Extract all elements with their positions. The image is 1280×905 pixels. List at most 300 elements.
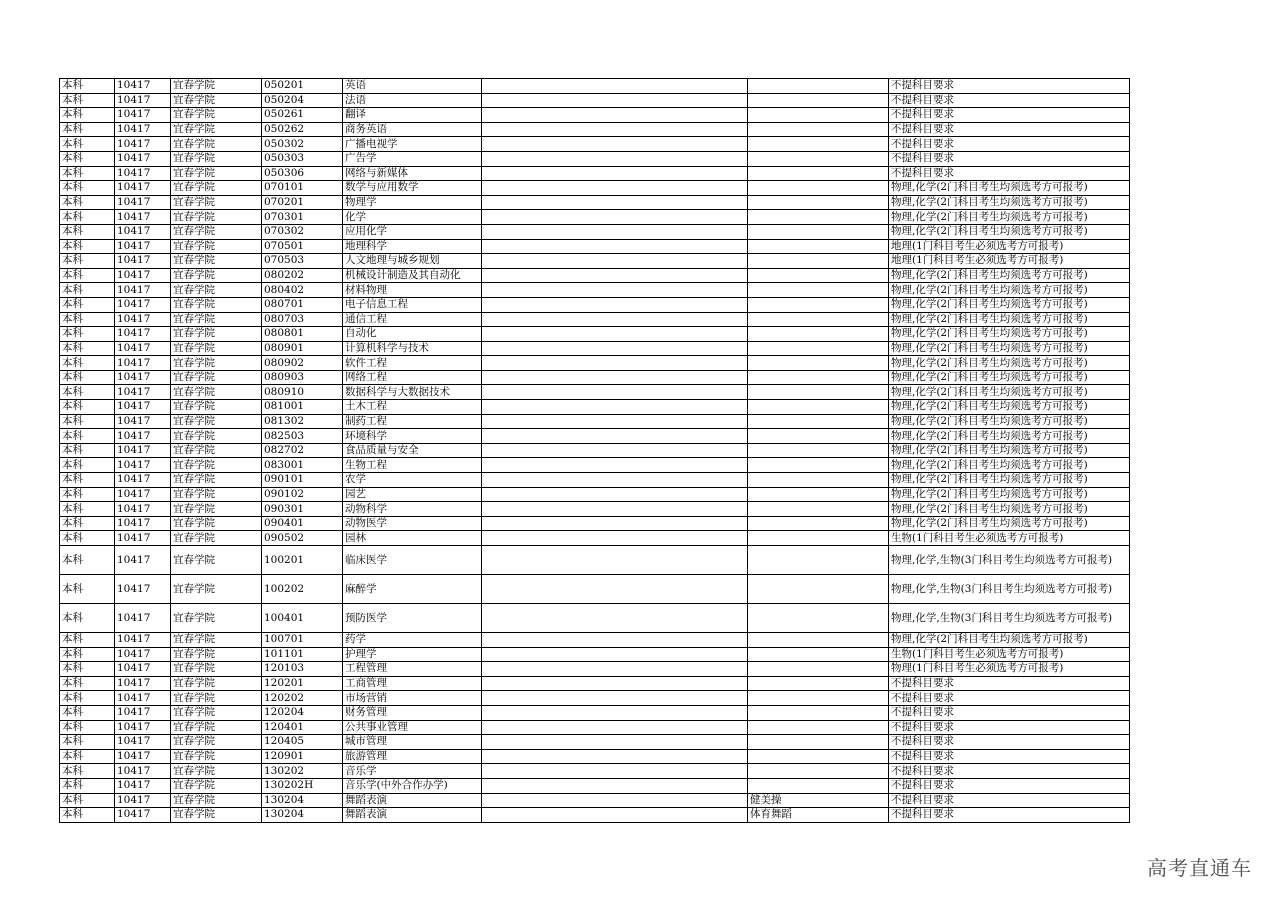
requirement-cell: 物理,化学(2门科目考生均须选考方可报考) [889, 516, 1130, 531]
major-code-cell: 080910 [262, 385, 343, 400]
school-code-cell: 10417 [115, 195, 171, 210]
requirement-cell: 物理,化学(2门科目考生均须选考方可报考) [889, 224, 1130, 239]
major-name-cell: 商务英语 [343, 122, 482, 137]
requirement-cell: 物理,化学(2门科目考生均须选考方可报考) [889, 181, 1130, 196]
level-cell: 本科 [60, 312, 115, 327]
level-cell: 本科 [60, 473, 115, 488]
school-name-cell: 宜春学院 [171, 297, 262, 312]
school-code-cell: 10417 [115, 122, 171, 137]
level-cell: 本科 [60, 502, 115, 517]
major-code-cell: 050306 [262, 166, 343, 181]
school-name-cell: 宜春学院 [171, 370, 262, 385]
level-cell: 本科 [60, 268, 115, 283]
blank-cell [482, 633, 748, 648]
level-cell: 本科 [60, 676, 115, 691]
requirement-cell: 地理(1门科目考生必须选考方可报考) [889, 239, 1130, 254]
major-name-cell: 翻译 [343, 108, 482, 123]
major-name-cell: 食品质量与安全 [343, 443, 482, 458]
requirement-cell: 不提科目要求 [889, 808, 1130, 823]
blank-cell [482, 575, 748, 604]
school-code-cell: 10417 [115, 166, 171, 181]
blank-cell [482, 429, 748, 444]
table-body [60, 79, 1130, 823]
school-code-cell: 10417 [115, 356, 171, 371]
major-name-cell: 音乐学(中外合作办学) [343, 778, 482, 793]
major-name-cell: 应用化学 [343, 224, 482, 239]
level-cell: 本科 [60, 546, 115, 575]
school-code-cell: 10417 [115, 137, 171, 152]
level-cell: 本科 [60, 443, 115, 458]
school-code-cell: 10417 [115, 443, 171, 458]
major-code-cell: 090101 [262, 473, 343, 488]
major-code-cell: 082702 [262, 443, 343, 458]
direction-cell [748, 166, 889, 181]
admission-requirements-table [59, 78, 1130, 823]
major-name-cell: 电子信息工程 [343, 297, 482, 312]
blank-cell [482, 778, 748, 793]
school-name-cell: 宜春学院 [171, 691, 262, 706]
table-row [60, 676, 1130, 691]
major-name-cell: 工商管理 [343, 676, 482, 691]
table-row [60, 546, 1130, 575]
major-code-cell: 090301 [262, 502, 343, 517]
major-name-cell: 旅游管理 [343, 749, 482, 764]
school-name-cell: 宜春学院 [171, 647, 262, 662]
major-name-cell: 软件工程 [343, 356, 482, 371]
blank-cell [482, 502, 748, 517]
major-name-cell: 药学 [343, 633, 482, 648]
major-code-cell: 101101 [262, 647, 343, 662]
school-code-cell: 10417 [115, 735, 171, 750]
major-name-cell: 网络与新媒体 [343, 166, 482, 181]
table-row [60, 487, 1130, 502]
table-row [60, 429, 1130, 444]
requirement-cell: 物理,化学(2门科目考生均须选考方可报考) [889, 356, 1130, 371]
blank-cell [482, 122, 748, 137]
direction-cell [748, 312, 889, 327]
school-code-cell: 10417 [115, 370, 171, 385]
table-row [60, 633, 1130, 648]
school-code-cell: 10417 [115, 93, 171, 108]
school-name-cell: 宜春学院 [171, 385, 262, 400]
major-code-cell: 080902 [262, 356, 343, 371]
level-cell: 本科 [60, 151, 115, 166]
table-row [60, 239, 1130, 254]
school-name-cell: 宜春学院 [171, 312, 262, 327]
table-row [60, 108, 1130, 123]
major-code-cell: 090102 [262, 487, 343, 502]
table-row [60, 122, 1130, 137]
direction-cell [748, 297, 889, 312]
requirement-cell: 不提科目要求 [889, 166, 1130, 181]
major-code-cell: 120901 [262, 749, 343, 764]
blank-cell [482, 370, 748, 385]
direction-cell [748, 414, 889, 429]
school-code-cell: 10417 [115, 458, 171, 473]
school-name-cell: 宜春学院 [171, 720, 262, 735]
school-code-cell: 10417 [115, 502, 171, 517]
requirement-cell: 物理,化学(2门科目考生均须选考方可报考) [889, 400, 1130, 415]
major-name-cell: 财务管理 [343, 705, 482, 720]
direction-cell [748, 604, 889, 633]
level-cell: 本科 [60, 647, 115, 662]
table-row [60, 356, 1130, 371]
blank-cell [482, 487, 748, 502]
direction-cell [748, 195, 889, 210]
major-code-cell: 070501 [262, 239, 343, 254]
table-row [60, 370, 1130, 385]
blank-cell [482, 808, 748, 823]
level-cell: 本科 [60, 749, 115, 764]
blank-cell [482, 749, 748, 764]
school-name-cell: 宜春学院 [171, 268, 262, 283]
major-name-cell: 材料物理 [343, 283, 482, 298]
major-name-cell: 园艺 [343, 487, 482, 502]
major-name-cell: 自动化 [343, 327, 482, 342]
major-name-cell: 工程管理 [343, 662, 482, 677]
level-cell: 本科 [60, 195, 115, 210]
direction-cell [748, 254, 889, 269]
direction-cell [748, 210, 889, 225]
level-cell: 本科 [60, 458, 115, 473]
major-name-cell: 数学与应用数学 [343, 181, 482, 196]
major-code-cell: 081302 [262, 414, 343, 429]
school-name-cell: 宜春学院 [171, 633, 262, 648]
major-code-cell: 081001 [262, 400, 343, 415]
direction-cell [748, 516, 889, 531]
direction-cell [748, 676, 889, 691]
school-name-cell: 宜春学院 [171, 79, 262, 94]
major-name-cell: 英语 [343, 79, 482, 94]
direction-cell [748, 122, 889, 137]
direction-cell [748, 691, 889, 706]
major-name-cell: 法语 [343, 93, 482, 108]
school-name-cell: 宜春学院 [171, 283, 262, 298]
level-cell: 本科 [60, 181, 115, 196]
school-name-cell: 宜春学院 [171, 400, 262, 415]
school-name-cell: 宜春学院 [171, 341, 262, 356]
requirement-cell: 物理(1门科目考生必须选考方可报考) [889, 662, 1130, 677]
level-cell: 本科 [60, 633, 115, 648]
blank-cell [482, 195, 748, 210]
school-name-cell: 宜春学院 [171, 705, 262, 720]
major-code-cell: 070301 [262, 210, 343, 225]
table-row [60, 79, 1130, 94]
major-name-cell: 地理科学 [343, 239, 482, 254]
blank-cell [482, 705, 748, 720]
direction-cell [748, 224, 889, 239]
table-row [60, 283, 1130, 298]
school-code-cell: 10417 [115, 414, 171, 429]
school-code-cell: 10417 [115, 546, 171, 575]
major-code-cell: 100202 [262, 575, 343, 604]
major-name-cell: 舞蹈表演 [343, 793, 482, 808]
school-code-cell: 10417 [115, 487, 171, 502]
direction-cell [748, 647, 889, 662]
major-code-cell: 070201 [262, 195, 343, 210]
table-row [60, 166, 1130, 181]
school-name-cell: 宜春学院 [171, 224, 262, 239]
major-code-cell: 050303 [262, 151, 343, 166]
table-row [60, 575, 1130, 604]
level-cell: 本科 [60, 778, 115, 793]
table-row [60, 312, 1130, 327]
major-name-cell: 麻醉学 [343, 575, 482, 604]
requirement-cell: 物理,化学(2门科目考生均须选考方可报考) [889, 385, 1130, 400]
requirement-cell: 物理,化学,生物(3门科目考生均须选考方可报考) [889, 546, 1130, 575]
level-cell: 本科 [60, 297, 115, 312]
direction-cell [748, 429, 889, 444]
school-name-cell: 宜春学院 [171, 254, 262, 269]
major-name-cell: 公共事业管理 [343, 720, 482, 735]
school-name-cell: 宜春学院 [171, 735, 262, 750]
requirement-cell: 不提科目要求 [889, 108, 1130, 123]
table-row [60, 764, 1130, 779]
major-name-cell: 网络工程 [343, 370, 482, 385]
blank-cell [482, 385, 748, 400]
school-name-cell: 宜春学院 [171, 793, 262, 808]
direction-cell [748, 327, 889, 342]
school-name-cell: 宜春学院 [171, 443, 262, 458]
school-name-cell: 宜春学院 [171, 749, 262, 764]
major-name-cell: 农学 [343, 473, 482, 488]
table-row [60, 473, 1130, 488]
requirement-cell: 物理,化学(2门科目考生均须选考方可报考) [889, 341, 1130, 356]
school-name-cell: 宜春学院 [171, 487, 262, 502]
level-cell: 本科 [60, 239, 115, 254]
major-code-cell: 080703 [262, 312, 343, 327]
major-code-cell: 120202 [262, 691, 343, 706]
major-name-cell: 机械设计制造及其自动化 [343, 268, 482, 283]
direction-cell: 健美操 [748, 793, 889, 808]
major-name-cell: 环境科学 [343, 429, 482, 444]
direction-cell: 体育舞蹈 [748, 808, 889, 823]
direction-cell [748, 385, 889, 400]
school-name-cell: 宜春学院 [171, 808, 262, 823]
school-name-cell: 宜春学院 [171, 473, 262, 488]
direction-cell [748, 400, 889, 415]
table-row [60, 647, 1130, 662]
direction-cell [748, 531, 889, 546]
major-code-cell: 120405 [262, 735, 343, 750]
major-name-cell: 临床医学 [343, 546, 482, 575]
school-code-cell: 10417 [115, 224, 171, 239]
major-code-cell: 090502 [262, 531, 343, 546]
level-cell: 本科 [60, 108, 115, 123]
major-code-cell: 100201 [262, 546, 343, 575]
requirement-cell: 不提科目要求 [889, 691, 1130, 706]
major-code-cell: 050261 [262, 108, 343, 123]
level-cell: 本科 [60, 705, 115, 720]
major-code-cell: 130204 [262, 793, 343, 808]
school-code-cell: 10417 [115, 793, 171, 808]
table-row [60, 297, 1130, 312]
school-code-cell: 10417 [115, 297, 171, 312]
blank-cell [482, 647, 748, 662]
table-row [60, 443, 1130, 458]
school-code-cell: 10417 [115, 749, 171, 764]
blank-cell [482, 356, 748, 371]
level-cell: 本科 [60, 793, 115, 808]
blank-cell [482, 327, 748, 342]
school-name-cell: 宜春学院 [171, 502, 262, 517]
major-code-cell: 120204 [262, 705, 343, 720]
major-name-cell: 动物科学 [343, 502, 482, 517]
table-row [60, 327, 1130, 342]
table-row [60, 195, 1130, 210]
major-name-cell: 数据科学与大数据技术 [343, 385, 482, 400]
requirement-cell: 物理,化学(2门科目考生均须选考方可报考) [889, 443, 1130, 458]
level-cell: 本科 [60, 691, 115, 706]
school-code-cell: 10417 [115, 778, 171, 793]
major-code-cell: 080901 [262, 341, 343, 356]
level-cell: 本科 [60, 400, 115, 415]
blank-cell [482, 312, 748, 327]
requirement-cell: 物理,化学(2门科目考生均须选考方可报考) [889, 458, 1130, 473]
blank-cell [482, 239, 748, 254]
direction-cell [748, 633, 889, 648]
blank-cell [482, 341, 748, 356]
direction-cell [748, 341, 889, 356]
school-code-cell: 10417 [115, 808, 171, 823]
major-code-cell: 100701 [262, 633, 343, 648]
level-cell: 本科 [60, 224, 115, 239]
table-row [60, 93, 1130, 108]
school-code-cell: 10417 [115, 633, 171, 648]
blank-cell [482, 93, 748, 108]
school-name-cell: 宜春学院 [171, 575, 262, 604]
level-cell: 本科 [60, 137, 115, 152]
requirement-cell: 物理,化学(2门科目考生均须选考方可报考) [889, 327, 1130, 342]
requirement-cell: 不提科目要求 [889, 676, 1130, 691]
level-cell: 本科 [60, 414, 115, 429]
school-name-cell: 宜春学院 [171, 122, 262, 137]
requirement-cell: 物理,化学(2门科目考生均须选考方可报考) [889, 268, 1130, 283]
table-row [60, 531, 1130, 546]
blank-cell [482, 108, 748, 123]
blank-cell [482, 210, 748, 225]
requirement-cell: 物理,化学(2门科目考生均须选考方可报考) [889, 283, 1130, 298]
school-name-cell: 宜春学院 [171, 151, 262, 166]
direction-cell [748, 443, 889, 458]
major-code-cell: 050201 [262, 79, 343, 94]
level-cell: 本科 [60, 327, 115, 342]
school-code-cell: 10417 [115, 283, 171, 298]
blank-cell [482, 546, 748, 575]
direction-cell [748, 575, 889, 604]
table-row [60, 341, 1130, 356]
school-code-cell: 10417 [115, 473, 171, 488]
level-cell: 本科 [60, 341, 115, 356]
major-code-cell: 080903 [262, 370, 343, 385]
level-cell: 本科 [60, 808, 115, 823]
school-code-cell: 10417 [115, 239, 171, 254]
blank-cell [482, 764, 748, 779]
blank-cell [482, 137, 748, 152]
school-name-cell: 宜春学院 [171, 604, 262, 633]
blank-cell [482, 151, 748, 166]
major-code-cell: 120103 [262, 662, 343, 677]
blank-cell [482, 458, 748, 473]
major-code-cell: 120401 [262, 720, 343, 735]
major-code-cell: 130202 [262, 764, 343, 779]
major-code-cell: 080701 [262, 297, 343, 312]
school-code-cell: 10417 [115, 575, 171, 604]
direction-cell [748, 662, 889, 677]
school-name-cell: 宜春学院 [171, 93, 262, 108]
blank-cell [482, 720, 748, 735]
blank-cell [482, 297, 748, 312]
direction-cell [748, 79, 889, 94]
requirement-cell: 不提科目要求 [889, 151, 1130, 166]
level-cell: 本科 [60, 356, 115, 371]
major-name-cell: 动物医学 [343, 516, 482, 531]
school-name-cell: 宜春学院 [171, 516, 262, 531]
blank-cell [482, 793, 748, 808]
requirement-cell: 物理,化学(2门科目考生均须选考方可报考) [889, 473, 1130, 488]
blank-cell [482, 531, 748, 546]
blank-cell [482, 166, 748, 181]
blank-cell [482, 400, 748, 415]
requirement-cell: 不提科目要求 [889, 720, 1130, 735]
school-code-cell: 10417 [115, 662, 171, 677]
requirement-cell: 物理,化学(2门科目考生均须选考方可报考) [889, 487, 1130, 502]
school-name-cell: 宜春学院 [171, 108, 262, 123]
major-name-cell: 土木工程 [343, 400, 482, 415]
level-cell: 本科 [60, 79, 115, 94]
requirement-cell: 生物(1门科目考生必须选考方可报考) [889, 647, 1130, 662]
level-cell: 本科 [60, 429, 115, 444]
school-name-cell: 宜春学院 [171, 166, 262, 181]
level-cell: 本科 [60, 764, 115, 779]
requirement-cell: 不提科目要求 [889, 764, 1130, 779]
school-code-cell: 10417 [115, 385, 171, 400]
table-row [60, 502, 1130, 517]
table-row [60, 254, 1130, 269]
blank-cell [482, 516, 748, 531]
school-name-cell: 宜春学院 [171, 458, 262, 473]
major-code-cell: 083001 [262, 458, 343, 473]
major-code-cell: 082503 [262, 429, 343, 444]
table-row [60, 662, 1130, 677]
school-code-cell: 10417 [115, 705, 171, 720]
school-code-cell: 10417 [115, 647, 171, 662]
direction-cell [748, 93, 889, 108]
level-cell: 本科 [60, 283, 115, 298]
school-name-cell: 宜春学院 [171, 676, 262, 691]
blank-cell [482, 691, 748, 706]
table-row [60, 151, 1130, 166]
direction-cell [748, 181, 889, 196]
school-name-cell: 宜春学院 [171, 429, 262, 444]
level-cell: 本科 [60, 254, 115, 269]
blank-cell [482, 224, 748, 239]
table-row [60, 778, 1130, 793]
major-code-cell: 130202H [262, 778, 343, 793]
major-name-cell: 音乐学 [343, 764, 482, 779]
level-cell: 本科 [60, 166, 115, 181]
major-name-cell: 城市管理 [343, 735, 482, 750]
blank-cell [482, 268, 748, 283]
blank-cell [482, 79, 748, 94]
table-row [60, 181, 1130, 196]
requirement-cell: 不提科目要求 [889, 122, 1130, 137]
requirement-cell: 不提科目要求 [889, 735, 1130, 750]
direction-cell [748, 778, 889, 793]
major-name-cell: 化学 [343, 210, 482, 225]
requirement-cell: 物理,化学(2门科目考生均须选考方可报考) [889, 502, 1130, 517]
major-code-cell: 080402 [262, 283, 343, 298]
